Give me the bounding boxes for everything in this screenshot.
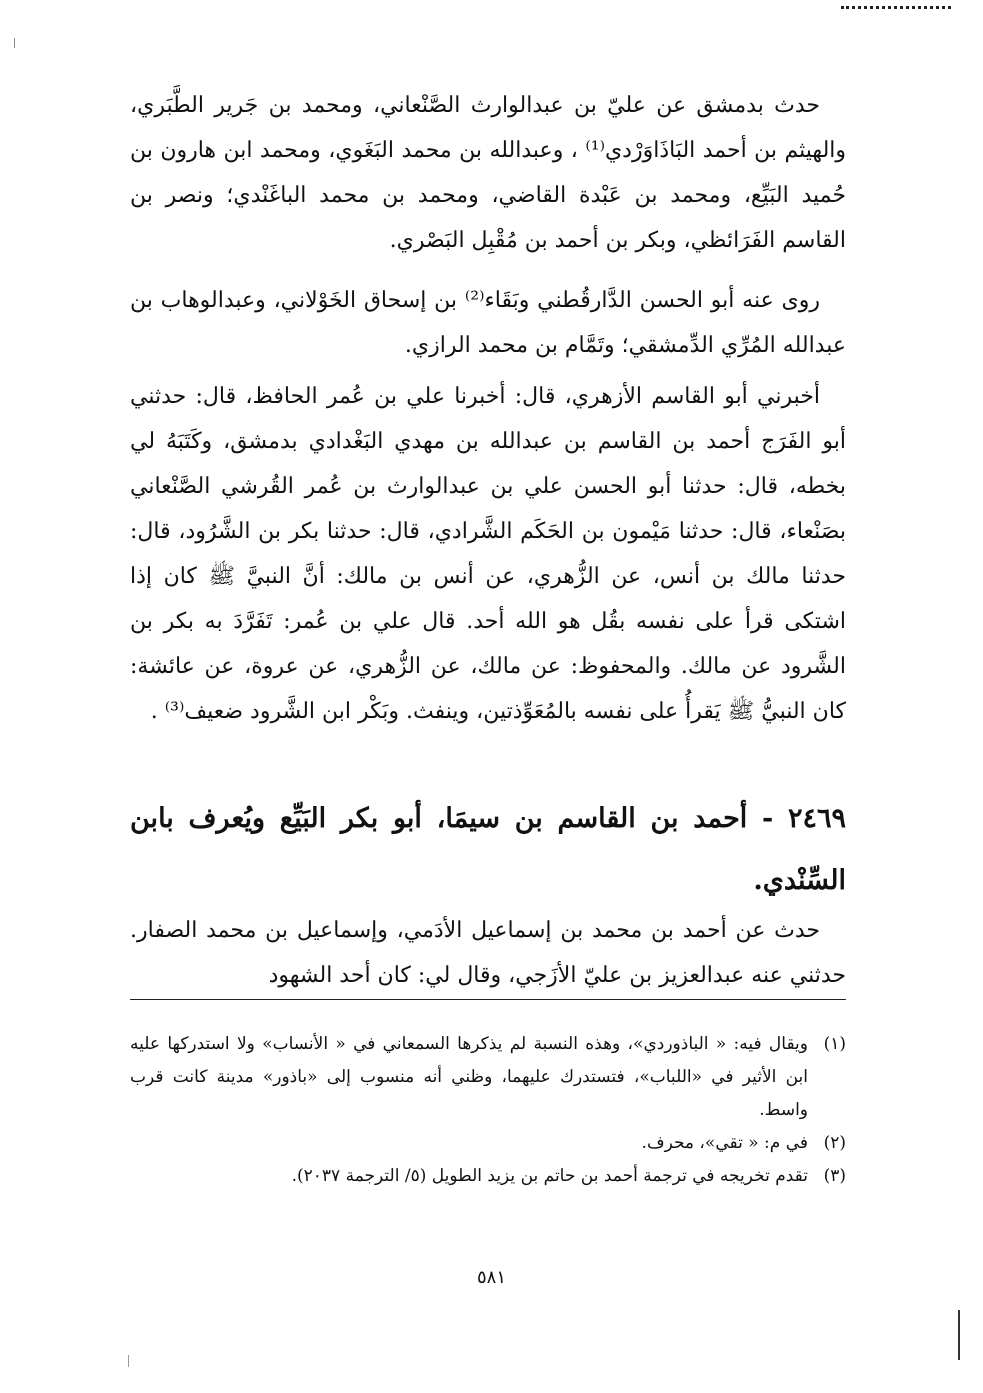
paragraph-text: حدث بدمشق عن عليّ بن عبدالوارث الصَّنْعاني، ومحمد بن جَرير الطَّبَري، والهيثم بن أحمد البَاذَاوَرْدي⁽¹⁾ ، وعبدالله بن محمد البَغَوي، ومحمد ابن هارون بن حُميد البَيِّع، ومحمد بن عَبْدة القاضي، ومحمد بن محمد الباغَنْدي؛ ونصر بن القاسم الفَرَائظي، وبكر بن أحمد بن مُقْبِل البَصْري. <box>130 93 847 253</box>
transmitters-paragraph <box>130 278 846 368</box>
page-number: ٥٨١ <box>476 1267 506 1288</box>
footnote <box>130 1127 846 1160</box>
footnote-text: تقدم تخريجه في ترجمة أحمد بن حاتم بن يزيد الطويل (٥/ الترجمة ٢٠٣٧). <box>291 1166 808 1186</box>
margin-mark <box>128 1355 129 1367</box>
paragraph-text: روى عنه أبو الحسن الدَّارقُطني وبَقَاء⁽²⁾ بن إسحاق الخَوْلاني، وعبدالوهاب بن عبدالله المُرِّي الدِّمشقي؛ وتَمَّام بن محمد الرازي. <box>130 288 846 358</box>
top-edge-mark <box>841 0 951 9</box>
margin-mark <box>14 38 15 48</box>
footnotes <box>130 1028 846 1193</box>
footnote-number: (٣) <box>823 1166 846 1186</box>
footnote-text: في م: « تقي»، محرف. <box>641 1133 808 1153</box>
narrators-paragraph <box>130 83 846 263</box>
footnote <box>130 1160 846 1193</box>
entry-paragraph <box>130 908 846 998</box>
footnote-number: (٢) <box>823 1133 846 1153</box>
footnote-divider <box>130 999 846 1000</box>
footnote <box>130 1028 846 1127</box>
hadith-paragraph <box>130 374 846 734</box>
footnote-text: ويقال فيه: « الباذوردي»، وهذه النسبة لم يذكرها السمعاني في « الأنساب» ولا استدركها عليه ابن الأثير في «اللباب»، فتستدرك عليهما، وظني أنه منسوب إلى «باذور» مدينة كانت قرب واسط. <box>130 1034 808 1120</box>
footnote-number: (١) <box>823 1034 846 1054</box>
margin-mark <box>958 1310 960 1360</box>
paragraph-text: حدث عن أحمد بن محمد بن إسماعيل الأدَمي، وإسماعيل بن محمد الصفار. حدثني عنه عبدالعزيز بن عليّ الأزَجي، وقال لي: كان أحد الشهود <box>130 918 846 988</box>
entry-heading: ٢٤٦٩ - أحمد بن القاسم بن سيمَا، أبو بكر البَيِّع ويُعرف بابن السِّنْدي. <box>130 803 846 896</box>
paragraph-text: أخبرني أبو القاسم الأزهري، قال: أخبرنا علي بن عُمر الحافظ، قال: حدثني أبو الفَرَج أحمد بن القاسم بن عبدالله بن مهدي البَغْدادي بدمشق، وكَتَبَهُ لي بخطه، قال: حدثنا أبو الحسن علي بن عبدالوارث بن عُمر القُرشي الصَّنْعاني بصَنْعاء، قال: حدثنا مَيْمون بن الحَكَم الشَّرادي، قال: حدثنا بكر بن الشَّرُود، قال: حدثنا مالك بن أنس، عن الزُّهري، عن أنس بن مالك: أنَّ النبيَّ ﷺ كان إذا اشتكى قرأ على نفسه بقُل هو الله أحد. قال علي بن عُمر: تَفَرَّدَ به بكر بن الشَّرود عن مالك. والمحفوظ: عن مالك، عن الزُّهري، عن عروة، عن عائشة: كان النبيُّ ﷺ يَقرأُ على نفسه بالمُعَوِّذتين، وينفث. وبَكْر ابن الشَّرود ضعيف⁽³⁾ . <box>130 384 846 724</box>
